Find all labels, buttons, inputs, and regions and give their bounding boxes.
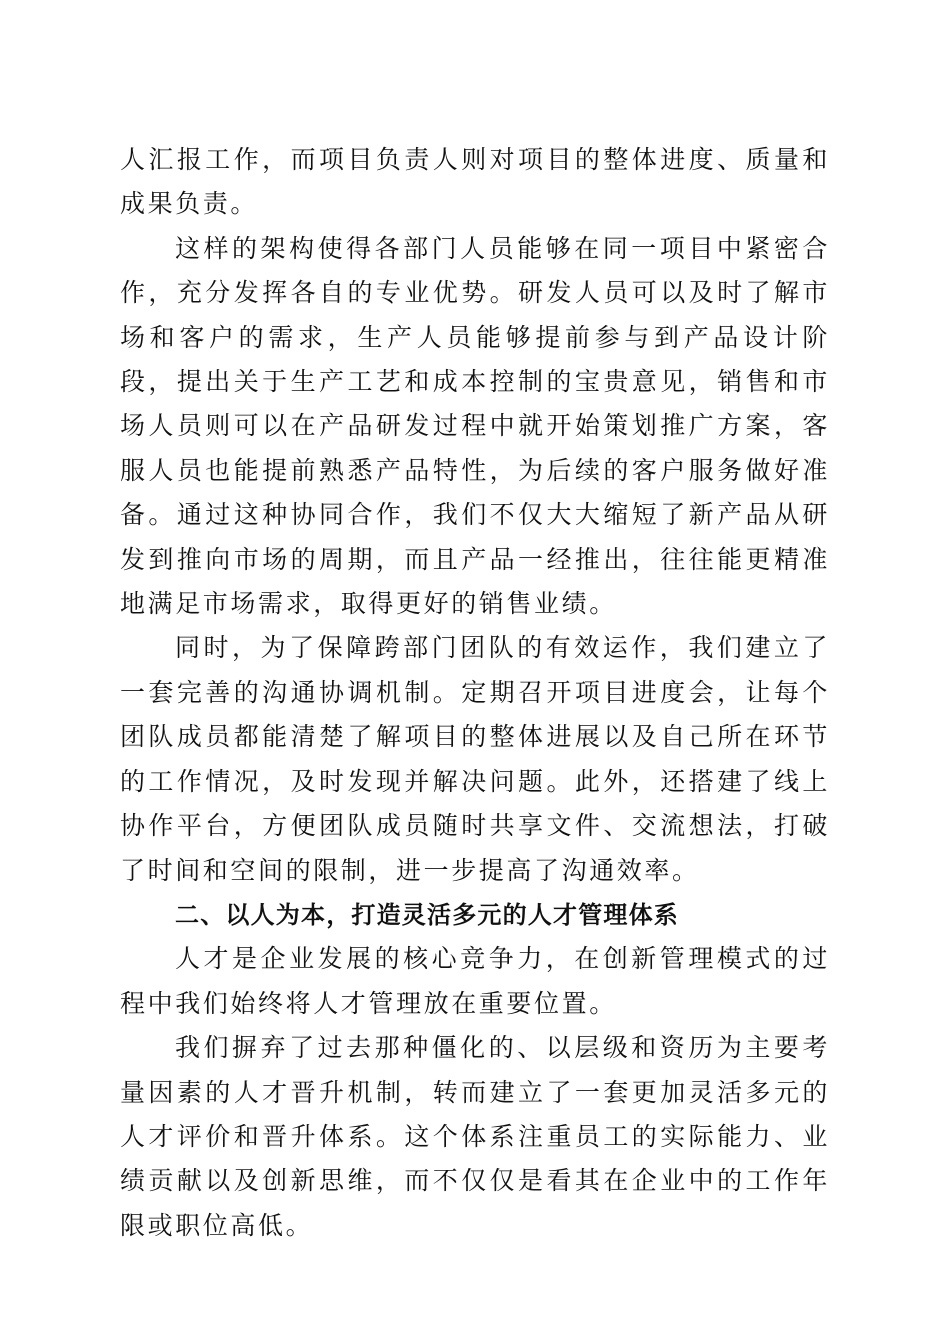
paragraph-talent-intro: 人才是企业发展的核心竞争力，在创新管理模式的过程中我们始终将人才管理放在重要位置。 [120, 944, 830, 1018]
document-body [120, 138, 830, 1248]
paragraph-talent-system: 我们摒弃了过去那种僵化的、以层级和资历为主要考量因素的人才晋升机制，转而建立了一套更加灵活多元的人才评价和晋升体系。这个体系注重员工的实际能力、业绩贡献以及创新思维，而不仅仅是看其在企业中的工作年限或职位高低。 [120, 1033, 830, 1240]
paragraph-communication-mechanism: 同时，为了保障跨部门团队的有效运作，我们建立了一套完善的沟通协调机制。定期召开项目进度会，让每个团队成员都能清楚了解项目的整体进展以及自己所在环节的工作情况，及时发现并解决问题。此外，还搭建了线上协作平台，方便团队成员随时共享文件、交流想法，打破了时间和空间的限制，进一步提高了沟通效率。 [120, 633, 830, 885]
section-heading: 二、以人为本，打造灵活多元的人才管理体系 [175, 900, 679, 929]
paragraph-continuation: 人汇报工作，而项目负责人则对项目的整体进度、质量和成果负责。 [120, 145, 830, 219]
paragraph-collaboration-structure: 这样的架构使得各部门人员能够在同一项目中紧密合作，充分发挥各自的专业优势。研发人员可以及时了解市场和客户的需求，生产人员能够提前参与到产品设计阶段，提出关于生产工艺和成本控制的宝贵意见，销售和市场人员则可以在产品研发过程中就开始策划推广方案，客服人员也能提前熟悉产品特性，为后续的客户服务做好准备。通过这种协同合作，我们不仅大大缩短了新产品从研发到推向市场的周期，而且产品一经推出，往往能更精准地满足市场需求，取得更好的销售业绩。 [120, 233, 830, 619]
